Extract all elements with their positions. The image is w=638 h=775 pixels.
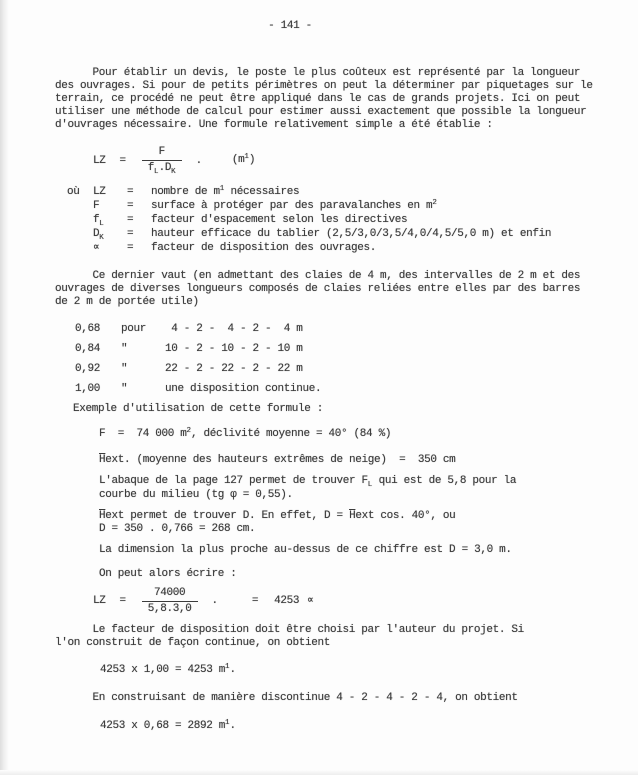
formula-lhs: LZ — [93, 154, 106, 167]
h-bar-symbol: $\overline{H}$ — [99, 454, 106, 466]
equals-sign: = — [119, 595, 126, 607]
fraction — [142, 146, 182, 176]
symbol-dk: $D_K$ — [93, 228, 104, 242]
alpha-symbol: ∝ — [93, 242, 100, 254]
row-label: " — [121, 363, 128, 375]
closing-paragraph-1: Le facteur de disposition doit être choisi par l'auteur du projet. Si l'on construit de façon continue, on obtient — [55, 624, 524, 649]
superscript-2: 2 — [432, 199, 437, 207]
sequence: 4 - 2 - 4 - 2 - 4 m — [165, 323, 303, 335]
equals-sign: = — [119, 154, 126, 167]
row-label: " — [121, 343, 128, 355]
h-bar-symbol: $\overline{H}$ — [349, 510, 356, 522]
table-row — [75, 323, 621, 336]
fraction-numerator: F — [158, 146, 165, 158]
multiplication-dot: . — [211, 595, 218, 607]
definition-row-dk: $D_K$ = hauteur efficace du tablier (2,5/3,0/3,5/4,0/4,5/5,0 m) et enfin — [93, 228, 552, 242]
superscript-1: 1 — [219, 185, 225, 193]
calc-line-2: 4253 x 0,68 = 2892 $m^1$. — [100, 719, 236, 732]
definition-row-lz: où LZ = nombre de $m^1$ nécessaires — [67, 185, 300, 198]
example-abaque-entry: L'abaque de la page 127 permet de trouver $F_L$ qui est de 5,8 pour la courbe du milieu (tg φ = 0,55). — [99, 475, 517, 501]
coefficient: 0,68 — [75, 323, 101, 335]
row-label: pour — [121, 323, 147, 335]
formula-result — [93, 587, 621, 616]
coefficient: 0,92 — [75, 363, 101, 375]
calc-line-1: 4253 x 1,00 = 4253 $m^1$. — [100, 663, 236, 676]
where-label: où — [67, 186, 80, 198]
subscript-K: K — [171, 167, 176, 176]
fraction-numerator: 74000 — [154, 587, 186, 599]
closing-paragraph-2: En construisant de manière discontinue 4 - 2 - 4 - 2 - 4, on obtient — [55, 692, 518, 704]
superscript-2: 2 — [186, 427, 192, 435]
coefficient: 1,00 — [75, 383, 101, 395]
definitions-list — [67, 186, 621, 255]
result-value: 4253 — [274, 595, 300, 607]
fraction-denominator: 5,8.3,0 — [142, 601, 198, 616]
subscript-K: K — [99, 233, 104, 242]
definition-row-alpha: ∝ = facteur de disposition des ouvrages. — [93, 242, 377, 254]
sequence: 22 - 2 - 22 - 2 - 22 m — [165, 363, 303, 375]
page-content — [55, 0, 621, 734]
table-row — [75, 343, 621, 356]
dimension-line: La dimension la plus proche au-dessus de ce chiffre est D = 3,0 m. — [99, 544, 512, 556]
scan-left-edge — [0, 0, 9, 775]
superscript-1: 1 — [244, 153, 249, 161]
write-line: On peut alors écrire : — [99, 568, 237, 580]
symbol-fl: $f_L$ — [93, 214, 104, 228]
second-paragraph: Ce dernier vaut (en admettant des claies de 4 m, des intervalles de 2 m et des ouvrages de diverses longueurs composés de claies reliées entre elles par des barres de 2 m de portée utile) — [55, 270, 581, 308]
alpha-value-table — [75, 323, 621, 396]
formula-lz — [93, 146, 621, 176]
unit-label: $(m^1)$ — [231, 153, 256, 166]
table-row — [75, 383, 621, 396]
sequence: 10 - 2 - 10 - 2 - 10 m — [165, 343, 303, 355]
scan-bottom-edge — [0, 770, 638, 775]
intro-paragraph: Pour établir un devis, le poste le plus coûteux est représenté par la longueur des ouvrages. Si pour de petits périmètres on peut la déterminer par piquetages sur le terrain, ce procédé ne peut être appliqué dans le cas de grands projets. Ici on peut utiliser une méthode de calcul pour estimer aussi exactement que possible la longueur d'ouvrages nécessaire. Une formule relativement simple a été établie : — [55, 67, 593, 131]
subscript-L: L — [154, 167, 159, 176]
fraction-denominator: $f_L.D_K$ — [142, 160, 182, 176]
superscript-1: 1 — [225, 719, 230, 727]
alpha-symbol: ∝ — [307, 595, 314, 607]
subscript-L: L — [367, 480, 373, 489]
row-label: " — [121, 383, 128, 395]
subscript-L: L — [99, 219, 104, 228]
h-bar-symbol: $\overline{H}$ — [99, 510, 106, 522]
definition-row-fl: $f_L$ = facteur d'espacement selon les directives — [93, 214, 408, 228]
definition-row-f: F = surface à protéger par des paravalanches en $m^2$ — [93, 199, 437, 212]
coefficient: 0,84 — [75, 343, 101, 355]
superscript-1: 1 — [225, 663, 230, 671]
equals-sign: = — [251, 595, 259, 607]
multiplication-dot: . — [195, 154, 202, 167]
example-f-line: F = 74 000 $m^2$, déclivité moyenne = 40° (84 %) — [99, 427, 392, 440]
page-number: - 141 - — [268, 20, 312, 32]
formula-lhs: LZ — [93, 595, 106, 607]
sequence: une disposition continue. — [165, 383, 322, 395]
fraction — [142, 587, 198, 616]
example-d-entry: $\overline{H}ext$ permet de trouver D. En effet, $D = \overline{H}ext$ cos. 40°, ou D = 350 . 0,766 = 268 cm. — [99, 510, 456, 535]
symbol-f: F — [93, 200, 100, 212]
example-hext-line: $\overline{H}ext$. (moyenne des hauteurs extrêmes de neige) = 350 cm — [99, 454, 456, 466]
table-row — [75, 363, 621, 376]
symbol-lz: LZ — [93, 186, 106, 198]
example-heading: Exemple d'utilisation de cette formule : — [73, 403, 324, 415]
